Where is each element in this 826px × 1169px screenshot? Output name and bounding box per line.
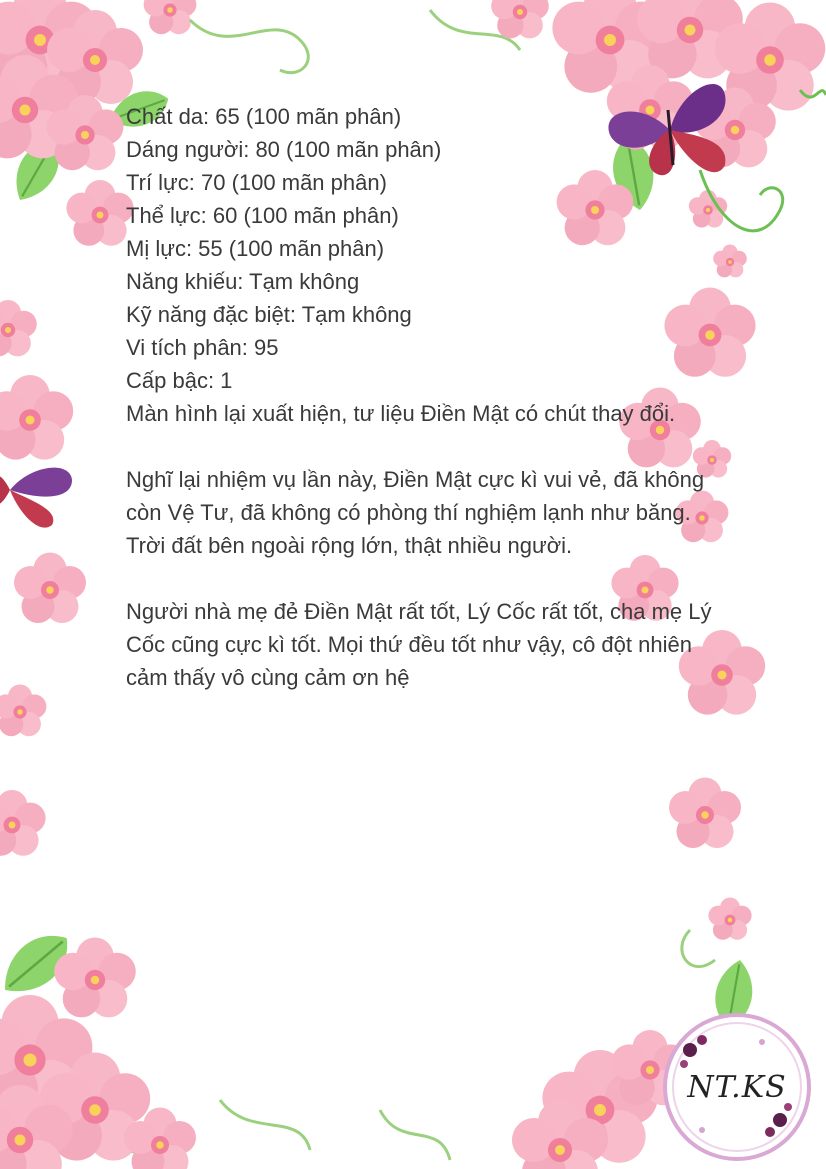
stat-line: Thể lực: 60 (100 mãn phân): [126, 203, 399, 228]
butterfly-left: [0, 468, 72, 528]
story-text: [126, 100, 716, 727]
stat-line: Dáng người: 80 (100 mãn phân): [126, 137, 442, 162]
stat-line: Chất da: 65 (100 mãn phân): [126, 104, 402, 129]
watermark-logo: [662, 1012, 812, 1162]
stat-line: Kỹ năng đặc biệt: Tạm không: [126, 302, 412, 327]
paragraph: Nghĩ lại nhiệm vụ lần này, Điền Mật cực kì vui vẻ, đã không còn Vệ Tư, đã không có phòng thí nghiệm lạnh như băng. Trời đất bên ngoài rộng lớn, thật nhiều người.: [126, 467, 705, 558]
stat-line: Trí lực: 70 (100 mãn phân): [126, 170, 387, 195]
paragraph: Màn hình lại xuất hiện, tư liệu Điền Mật có chút thay đổi.: [126, 401, 676, 426]
stat-line: Năng khiếu: Tạm không: [126, 269, 360, 294]
paragraph: Người nhà mẹ đẻ Điền Mật rất tốt, Lý Cốc rất tốt, cha mẹ Lý Cốc cũng cực kì tốt. Mọi thứ đều tốt như vậy, cô đột nhiên cảm thấy vô cùng cảm ơn hệ: [126, 599, 712, 690]
flower-cluster-left: [0, 300, 86, 856]
stat-line: Mị lực: 55 (100 mãn phân): [126, 236, 385, 261]
stat-line: Cấp bậc: 1: [126, 368, 233, 393]
flower-cluster-bottom-left: [0, 922, 196, 1169]
stat-line: Vi tích phân: 95: [126, 335, 279, 360]
logo-text: NT.KS: [687, 1070, 787, 1105]
